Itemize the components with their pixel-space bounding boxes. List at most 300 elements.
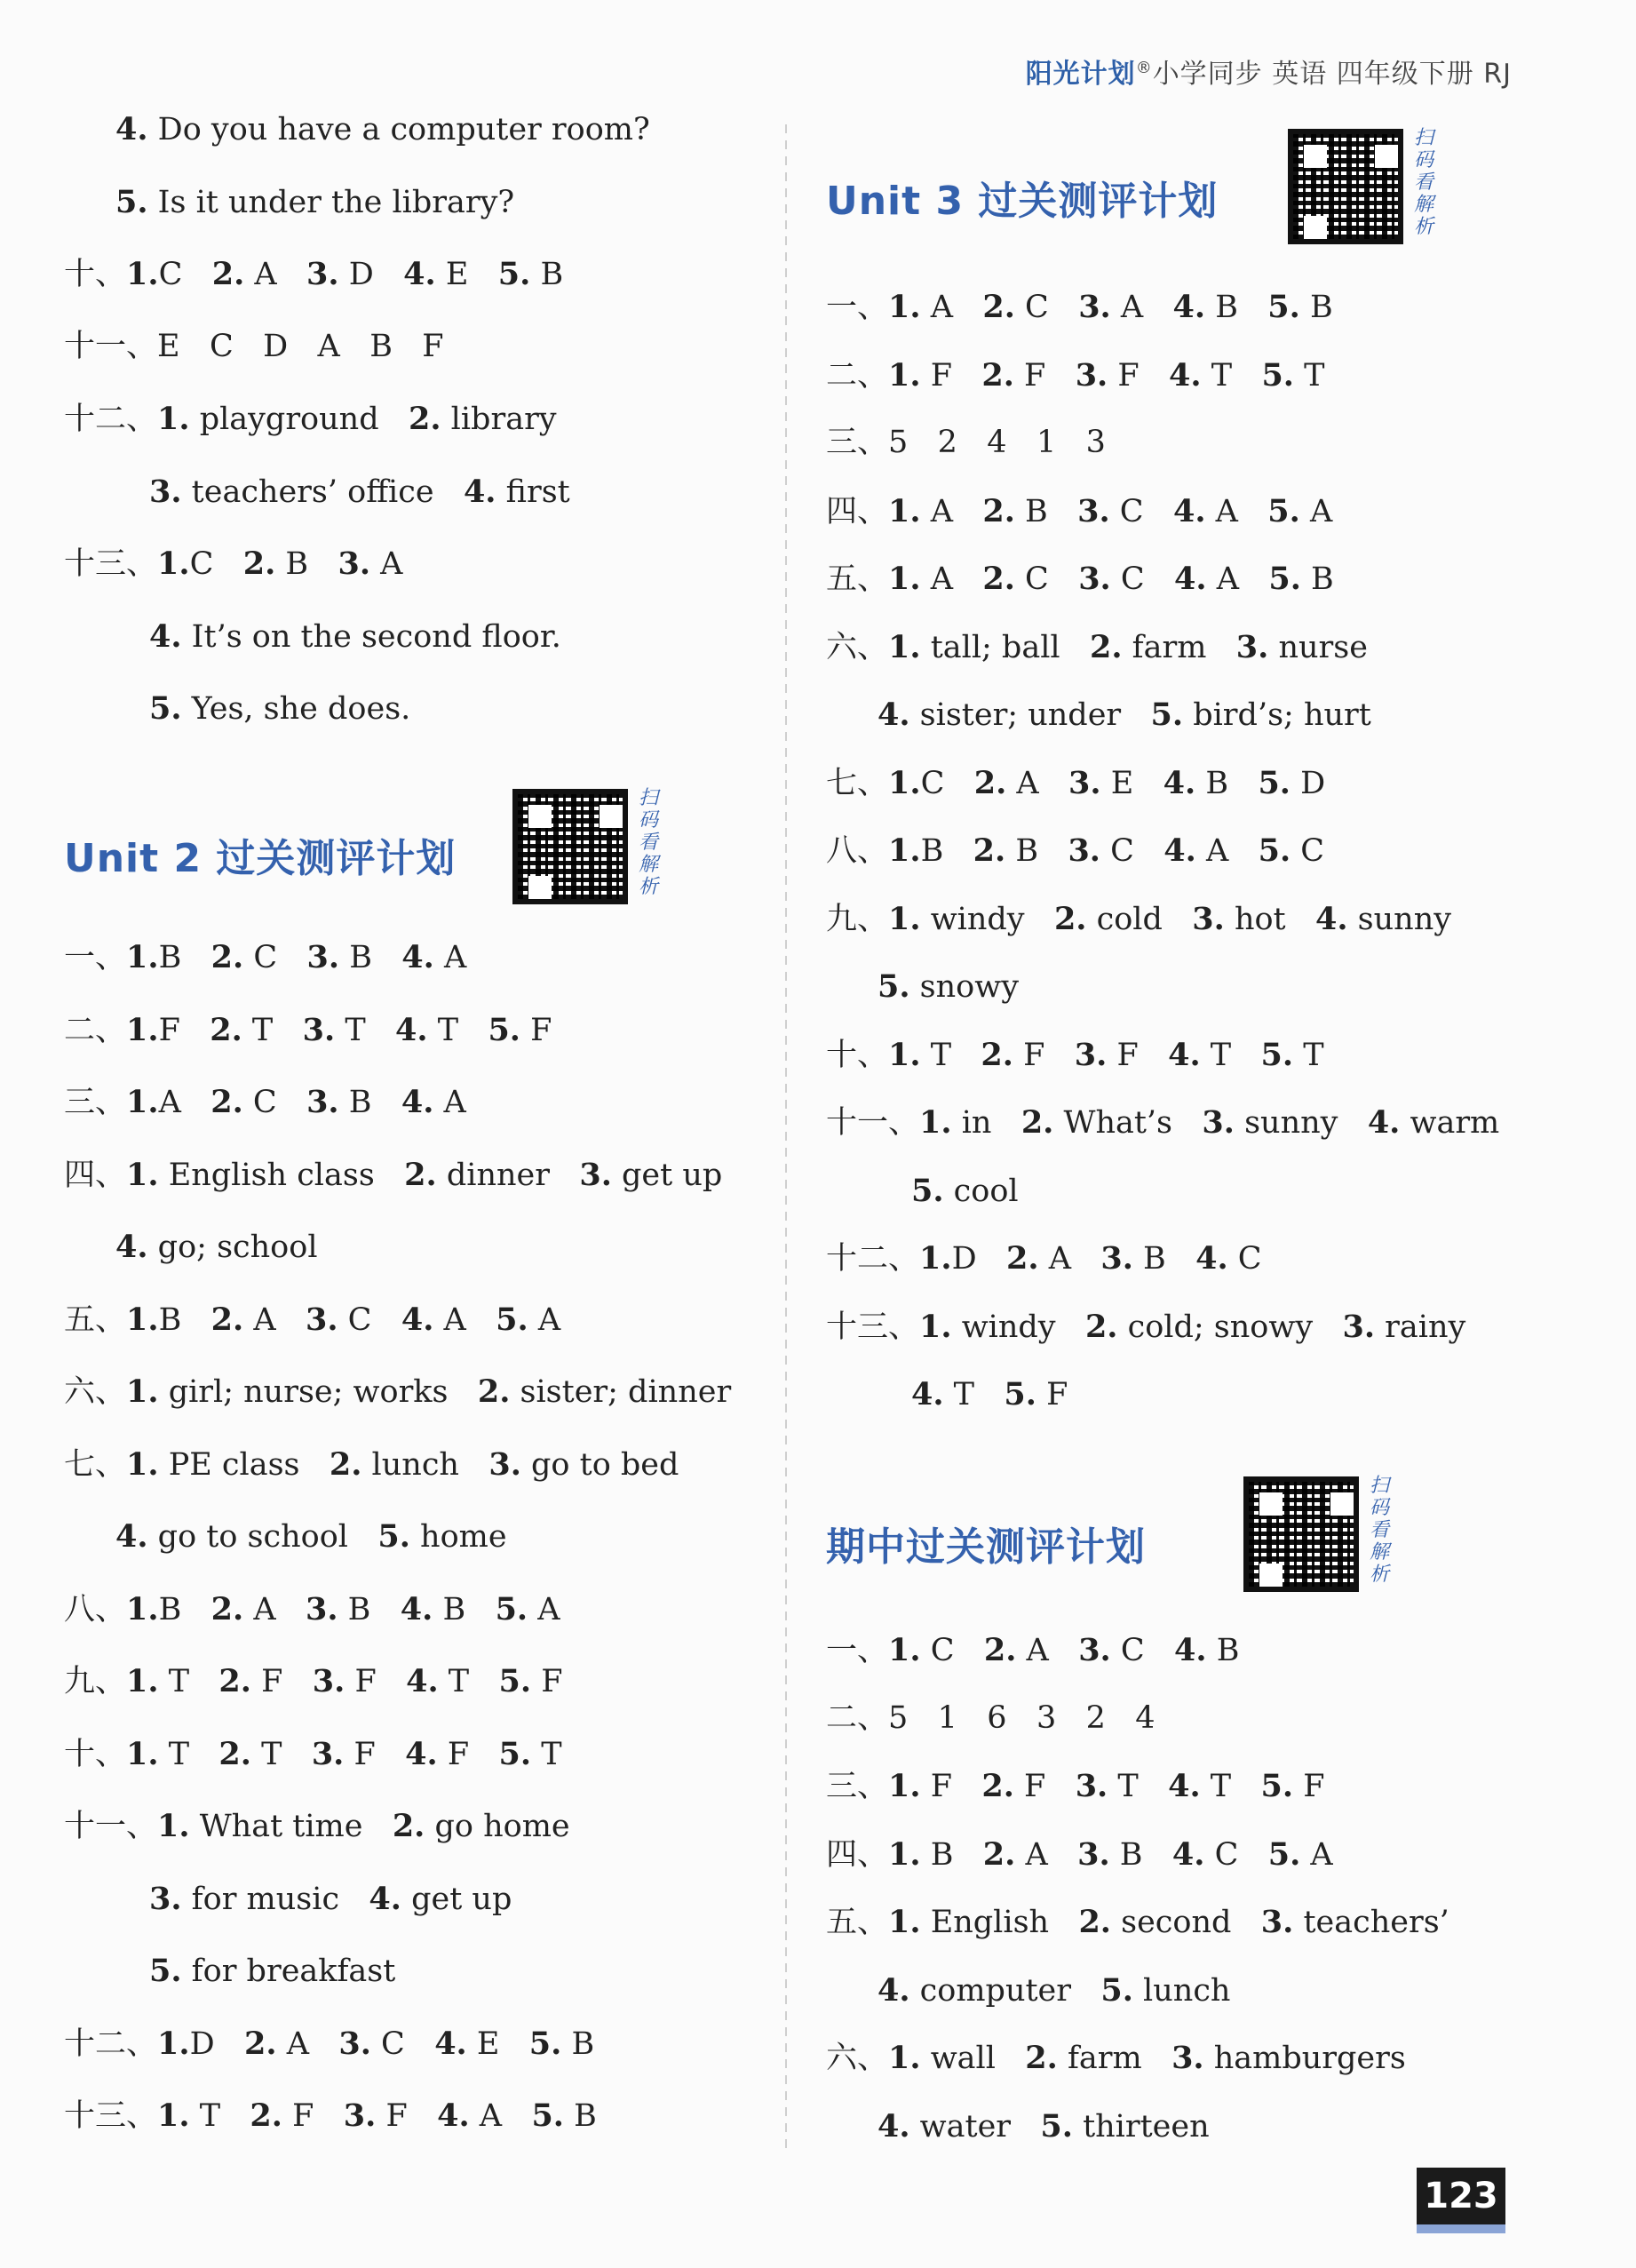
item-number: 3. xyxy=(338,2025,371,2062)
item-number: 2. xyxy=(210,939,244,975)
answer-text: A xyxy=(1006,765,1069,801)
answer-text: B xyxy=(1005,833,1068,869)
answer-line xyxy=(826,696,1371,733)
answer-text: F xyxy=(1013,1037,1075,1073)
answer-text: T xyxy=(242,1012,303,1048)
item-number: 4. xyxy=(1174,561,1207,597)
answer-text: T xyxy=(189,2098,250,2134)
item-number: 5. xyxy=(1267,1835,1301,1873)
answer-text: hot xyxy=(1224,901,1315,937)
item-number: 2. xyxy=(242,545,276,582)
answer-text: cold; snowy xyxy=(1117,1309,1343,1345)
item-number: 2. xyxy=(210,1084,243,1120)
column-divider xyxy=(785,124,787,2150)
answer-text: C xyxy=(189,546,243,582)
answer-text: T xyxy=(1293,1037,1324,1073)
answer-text: bird’s; hurt xyxy=(1183,697,1371,733)
item-number: 1. xyxy=(888,356,921,394)
question-number: 十三、 xyxy=(826,1309,920,1345)
answer-text: T xyxy=(158,1664,219,1699)
answer-line xyxy=(64,1231,318,1263)
answer-text: A xyxy=(433,1085,466,1120)
answer-line xyxy=(826,427,1106,458)
brand-name: 阳光计划 xyxy=(1025,59,1136,90)
answer-line xyxy=(64,1156,723,1193)
answer-line xyxy=(826,1768,1325,1804)
unit2-title: Unit 2 过关测评计划 xyxy=(64,836,457,881)
item-number: 5. xyxy=(498,1735,532,1772)
item-number: 4. xyxy=(395,1011,428,1048)
answer-line xyxy=(64,1011,552,1048)
item-number: 1. xyxy=(157,2097,190,2134)
answer-text: sunny xyxy=(1234,1105,1368,1141)
answer-line xyxy=(826,1632,1240,1668)
question-number: 十一、 xyxy=(826,1105,920,1141)
answer-text: A xyxy=(1195,833,1259,869)
answer-text: C xyxy=(1110,561,1175,597)
item-number: 2. xyxy=(1078,1904,1111,1940)
answer-text: teachers’ xyxy=(1293,1905,1449,1940)
item-number: 1. xyxy=(919,1240,952,1277)
item-number: 3. xyxy=(1077,1835,1110,1873)
answer-line xyxy=(826,2042,1406,2074)
answer-line xyxy=(64,545,403,582)
answer-text: F xyxy=(158,1012,210,1048)
answer-text: T xyxy=(250,1736,312,1772)
question-number: 四、 xyxy=(826,1836,889,1873)
answer-line xyxy=(826,291,1333,323)
item-number: 1. xyxy=(888,628,921,665)
answer-text: A xyxy=(1206,561,1269,597)
answer-text: go to school xyxy=(147,1519,378,1555)
item-number: 2. xyxy=(210,1590,244,1627)
question-number: 三、 xyxy=(826,425,889,460)
item-number: 3. xyxy=(1075,1768,1108,1804)
answer-text: B xyxy=(920,1836,983,1873)
question-number: 九、 xyxy=(826,901,889,937)
answer-line xyxy=(826,1308,1466,1345)
question-number: 十二、 xyxy=(64,402,158,437)
item-number: 2. xyxy=(981,1768,1014,1804)
answer-text: F xyxy=(1107,1037,1169,1073)
item-number: 2. xyxy=(1006,1240,1039,1277)
item-number: 1. xyxy=(126,1373,159,1410)
item-number: 3. xyxy=(302,1011,336,1048)
item-number: 3. xyxy=(306,939,340,975)
answer-text: B xyxy=(433,1591,496,1627)
item-number: 3. xyxy=(1075,356,1108,394)
answer-text: E xyxy=(435,257,498,292)
answer-text: F xyxy=(1013,357,1076,394)
question-number: 四、 xyxy=(64,1157,127,1193)
item-number: 5. xyxy=(496,1301,528,1338)
answer-text: B xyxy=(158,940,211,975)
answer-text: C xyxy=(1109,493,1173,529)
answer-text: snowy xyxy=(909,969,1019,1005)
answer-text: A xyxy=(1299,493,1333,529)
qr-code-midterm[interactable] xyxy=(1243,1476,1359,1592)
answer-line xyxy=(826,563,1334,595)
answer-text: hamburgers xyxy=(1203,2041,1406,2076)
item-number: 5. xyxy=(1100,1971,1133,2009)
item-number: 3. xyxy=(306,256,339,292)
item-number: 4. xyxy=(1168,1036,1201,1073)
item-number: 1. xyxy=(888,2040,921,2076)
answer-text: sister; under xyxy=(909,697,1151,733)
item-number: 5. xyxy=(488,1011,520,1048)
item-number: 1. xyxy=(126,1011,159,1048)
item-number: 4. xyxy=(1168,1768,1201,1804)
answer-text: T xyxy=(1294,357,1325,394)
item-number: 2. xyxy=(981,1036,1013,1073)
item-number: 4. xyxy=(401,939,434,975)
answer-text: 5 2 4 1 3 xyxy=(888,425,1106,460)
item-number: 1. xyxy=(888,1835,921,1873)
answer-line xyxy=(64,1086,466,1118)
answer-line xyxy=(64,1880,512,1917)
item-number: 1. xyxy=(126,1735,159,1772)
answer-text: F xyxy=(1108,357,1170,394)
answer-line xyxy=(826,832,1325,869)
answer-line xyxy=(64,1955,395,1987)
question-number: 一、 xyxy=(826,1633,889,1668)
item-number: 5. xyxy=(1267,492,1300,529)
unit3-title: Unit 3 过关测评计划 xyxy=(826,179,1219,224)
item-number: 2. xyxy=(244,2025,277,2062)
item-number: 2. xyxy=(981,356,1014,394)
item-number: 1. xyxy=(919,1104,952,1141)
answer-text: A xyxy=(433,940,467,975)
answer-line xyxy=(64,617,561,655)
qr-code-unit3[interactable] xyxy=(1288,129,1403,244)
question-number: 一、 xyxy=(826,290,889,325)
answer-line xyxy=(64,1373,732,1410)
answer-text: T xyxy=(335,1012,396,1048)
item-number: 3. xyxy=(1260,1904,1294,1940)
answer-line xyxy=(826,1104,1500,1141)
answer-text: B xyxy=(1300,561,1334,597)
item-number: 3. xyxy=(306,1590,338,1627)
qr-label-unit3: 扫码看解析 xyxy=(1414,127,1434,238)
answer-line xyxy=(826,492,1333,529)
item-number: 4. xyxy=(1171,1835,1205,1873)
item-number: 4. xyxy=(369,1880,401,1917)
answer-line xyxy=(826,1971,1231,2009)
answer-line xyxy=(64,1735,562,1772)
question-number: 八、 xyxy=(64,1591,127,1627)
item-number: 2. xyxy=(982,492,1015,529)
answer-line xyxy=(826,1699,1156,1736)
item-number: 4. xyxy=(1315,900,1348,937)
answer-text: T xyxy=(438,1664,499,1699)
item-number: 4. xyxy=(406,1663,439,1699)
item-number: 5. xyxy=(377,1518,410,1555)
question-number: 六、 xyxy=(826,629,889,665)
question-number: 十、 xyxy=(64,1736,127,1772)
answer-text: F xyxy=(345,1664,407,1699)
answer-line xyxy=(64,328,444,364)
item-number: 3. xyxy=(579,1156,612,1193)
answer-text: B xyxy=(158,1591,211,1627)
item-number: 3. xyxy=(1068,764,1101,801)
item-number: 4. xyxy=(1172,289,1206,325)
item-number: 4. xyxy=(878,2107,910,2145)
question-number: 三、 xyxy=(64,1085,127,1120)
answer-text: C xyxy=(370,2025,435,2062)
item-number: 3. xyxy=(306,1301,338,1338)
answer-text: library xyxy=(441,402,557,437)
answer-text: B xyxy=(1206,1633,1240,1668)
item-number: 2. xyxy=(1025,2040,1058,2076)
answer-text: T xyxy=(158,1736,219,1772)
answer-text: tall; ball xyxy=(920,629,1090,665)
item-number: 5. xyxy=(1258,832,1291,869)
answer-line xyxy=(826,1376,1068,1413)
answer-line xyxy=(64,1518,507,1555)
item-number: 5. xyxy=(1261,356,1294,394)
answer-text: C xyxy=(1014,290,1079,325)
answer-text: girl; nurse; works xyxy=(158,1374,478,1410)
item-number: 3. xyxy=(343,2097,377,2134)
question-number: 五、 xyxy=(826,1905,889,1940)
answer-text: lunch xyxy=(361,1446,489,1483)
answer-text: A xyxy=(1205,493,1268,529)
answer-text: T xyxy=(531,1736,562,1772)
answer-text: F xyxy=(920,1769,982,1804)
answer-text: B xyxy=(338,1085,401,1120)
answer-text: A xyxy=(920,561,983,597)
answer-line xyxy=(826,356,1325,394)
answer-text: A xyxy=(528,1591,560,1627)
answer-text: C xyxy=(1227,1241,1262,1277)
item-number: 2. xyxy=(404,1156,437,1193)
item-number: 4. xyxy=(1367,1104,1401,1141)
answer-line xyxy=(64,1663,563,1699)
item-number: 1. xyxy=(888,1036,921,1073)
answer-text: F xyxy=(376,2098,438,2134)
answer-text: go home xyxy=(425,1809,570,1844)
answer-text: Yes, she does. xyxy=(181,691,411,727)
answer-line xyxy=(826,628,1368,665)
item-number: 3. xyxy=(1078,561,1111,597)
answer-text: A xyxy=(920,290,983,325)
answer-line xyxy=(64,2097,597,2134)
answer-text: B xyxy=(339,940,402,975)
item-number: 2. xyxy=(973,764,1007,801)
answer-text: PE class xyxy=(158,1446,330,1483)
answer-text: for breakfast xyxy=(181,1954,396,1989)
question-number: 十二、 xyxy=(64,2025,158,2062)
item-number: 3. xyxy=(488,1445,521,1483)
question-number: 十三、 xyxy=(64,546,158,582)
answer-line xyxy=(826,968,1019,1005)
answer-text: D xyxy=(189,2025,245,2062)
answer-text: first xyxy=(496,473,570,510)
item-number: 1. xyxy=(888,764,921,801)
item-number: 1. xyxy=(126,1445,159,1483)
item-number: 4. xyxy=(115,1518,148,1555)
answer-text: dinner xyxy=(436,1157,580,1193)
answer-text: E C D A B F xyxy=(157,328,444,364)
item-number: 3. xyxy=(312,1663,345,1699)
answer-text: B xyxy=(1109,1836,1172,1873)
qr-label-midterm: 扫码看解析 xyxy=(1370,1475,1390,1586)
answer-text: F xyxy=(1036,1377,1068,1413)
answer-text: B xyxy=(275,546,338,582)
item-number: 1. xyxy=(126,1084,159,1120)
midterm-title: 期中过关测评计划 xyxy=(826,1524,1146,1570)
answer-text: cold xyxy=(1086,901,1193,937)
item-number: 4. xyxy=(405,1735,438,1772)
question-number: 七、 xyxy=(64,1446,127,1483)
question-number: 二、 xyxy=(826,1699,889,1736)
answer-text: farm xyxy=(1057,2041,1172,2076)
answer-text: A xyxy=(276,2025,339,2062)
item-number: 3. xyxy=(306,1084,339,1120)
answer-line xyxy=(826,1835,1333,1873)
answer-text: T xyxy=(943,1377,1005,1413)
answer-line xyxy=(826,1172,1019,1209)
answer-text: C xyxy=(242,1085,307,1120)
item-number: 5. xyxy=(1004,1376,1036,1413)
question-number: 四、 xyxy=(826,493,889,529)
item-number: 5. xyxy=(911,1172,944,1209)
answer-text: A xyxy=(158,1085,211,1120)
answer-text: C xyxy=(920,1633,984,1668)
item-number: 5. xyxy=(1260,1768,1294,1804)
answer-text: English xyxy=(920,1905,1079,1940)
answer-text: 5 1 6 3 2 4 xyxy=(888,1699,1156,1736)
item-number: 1. xyxy=(126,256,159,292)
item-number: 3. xyxy=(338,545,371,582)
answer-text: What’s xyxy=(1053,1105,1203,1141)
item-number: 4. xyxy=(434,2025,467,2062)
answer-text: get up xyxy=(611,1157,723,1193)
answer-text: T xyxy=(427,1012,488,1048)
item-number: 3. xyxy=(1235,628,1269,665)
answer-text: D xyxy=(338,257,404,292)
page-number: 123 xyxy=(1417,2168,1505,2224)
item-number: 2. xyxy=(983,1632,1017,1668)
answer-text: English class xyxy=(158,1157,405,1193)
answer-line xyxy=(826,1240,1262,1277)
question-number: 八、 xyxy=(826,833,889,869)
item-number: 1. xyxy=(126,939,159,975)
answer-text: home xyxy=(409,1519,507,1555)
answer-text: wall xyxy=(920,2041,1026,2076)
item-number: 5. xyxy=(149,690,182,727)
answer-text: Is it under the library? xyxy=(147,184,515,220)
answer-text: B xyxy=(530,257,564,292)
item-number: 2. xyxy=(392,1808,425,1844)
item-number: 1. xyxy=(888,289,921,325)
item-number: 5. xyxy=(1258,764,1291,801)
answer-line xyxy=(64,403,557,435)
answer-text: Do you have a computer room? xyxy=(147,112,650,147)
answer-line xyxy=(64,1590,560,1627)
question-number: 六、 xyxy=(826,2041,889,2076)
answer-text: F xyxy=(250,1664,313,1699)
answer-text: A xyxy=(1016,1633,1079,1668)
item-number: 3. xyxy=(1192,900,1225,937)
answer-line xyxy=(64,256,564,292)
answer-text: A xyxy=(243,1591,306,1627)
answer-text: warm xyxy=(1400,1105,1500,1141)
qr-label-unit2: 扫码看解析 xyxy=(639,787,659,898)
item-number: 5. xyxy=(878,968,910,1005)
answer-line xyxy=(64,1810,570,1842)
item-number: 1. xyxy=(126,1663,159,1699)
item-number: 1. xyxy=(157,2025,190,2062)
registered-mark: ® xyxy=(1135,59,1153,77)
item-number: 2. xyxy=(982,1835,1016,1873)
item-number: 5. xyxy=(1040,2107,1073,2145)
item-number: 4. xyxy=(1174,1632,1207,1668)
item-number: 2. xyxy=(218,1735,251,1772)
answer-line xyxy=(64,473,570,510)
answer-text: F xyxy=(1293,1769,1325,1804)
item-number: 4. xyxy=(1163,764,1196,801)
answer-line xyxy=(826,2107,1210,2145)
answer-text: A xyxy=(1015,1836,1078,1873)
answer-text: playground xyxy=(189,402,409,437)
answer-text: B xyxy=(1195,765,1259,801)
answer-text: F xyxy=(344,1736,406,1772)
item-number: 4. xyxy=(149,617,182,655)
answer-text: water xyxy=(909,2108,1041,2145)
item-number: 3. xyxy=(1342,1308,1376,1345)
item-number: 5. xyxy=(1150,696,1184,733)
answer-text: windy xyxy=(951,1309,1085,1345)
item-number: 4. xyxy=(1163,832,1196,869)
question-number: 六、 xyxy=(64,1374,127,1410)
item-number: 3. xyxy=(1078,289,1111,325)
question-number: 九、 xyxy=(64,1664,127,1699)
item-number: 2. xyxy=(1053,900,1087,937)
answer-text: sunny xyxy=(1347,901,1452,937)
item-number: 5. xyxy=(149,1953,182,1989)
answer-text: F xyxy=(520,1012,552,1048)
answer-line xyxy=(64,111,650,147)
answer-text: A xyxy=(243,1301,306,1338)
item-number: 4. xyxy=(437,2097,470,2134)
answer-line xyxy=(826,1906,1449,1938)
answer-text: What time xyxy=(189,1809,393,1844)
item-number: 1. xyxy=(888,1632,921,1668)
item-number: 3. xyxy=(1100,1240,1133,1277)
item-number: 3. xyxy=(1074,1036,1108,1073)
answer-line xyxy=(64,939,467,975)
answer-text: B xyxy=(920,833,973,869)
question-number: 五、 xyxy=(64,1301,127,1338)
page-header xyxy=(1026,52,1512,91)
item-number: 4. xyxy=(403,256,436,292)
answer-text: B xyxy=(1299,290,1333,325)
item-number: 4. xyxy=(1195,1240,1228,1277)
answer-line xyxy=(826,1036,1324,1073)
item-number: 2. xyxy=(982,289,1015,325)
answer-text: in xyxy=(951,1105,1021,1141)
item-number: 1. xyxy=(888,1768,921,1804)
qr-code-unit2[interactable] xyxy=(512,789,628,904)
answer-text: C xyxy=(1100,833,1164,869)
answer-text: E xyxy=(466,2025,529,2062)
item-number: 2. xyxy=(1021,1104,1054,1141)
answer-text: T xyxy=(1108,1769,1169,1804)
answer-text: D xyxy=(951,1241,1007,1277)
answer-text: C xyxy=(243,940,307,975)
answer-text: rainy xyxy=(1375,1309,1466,1345)
